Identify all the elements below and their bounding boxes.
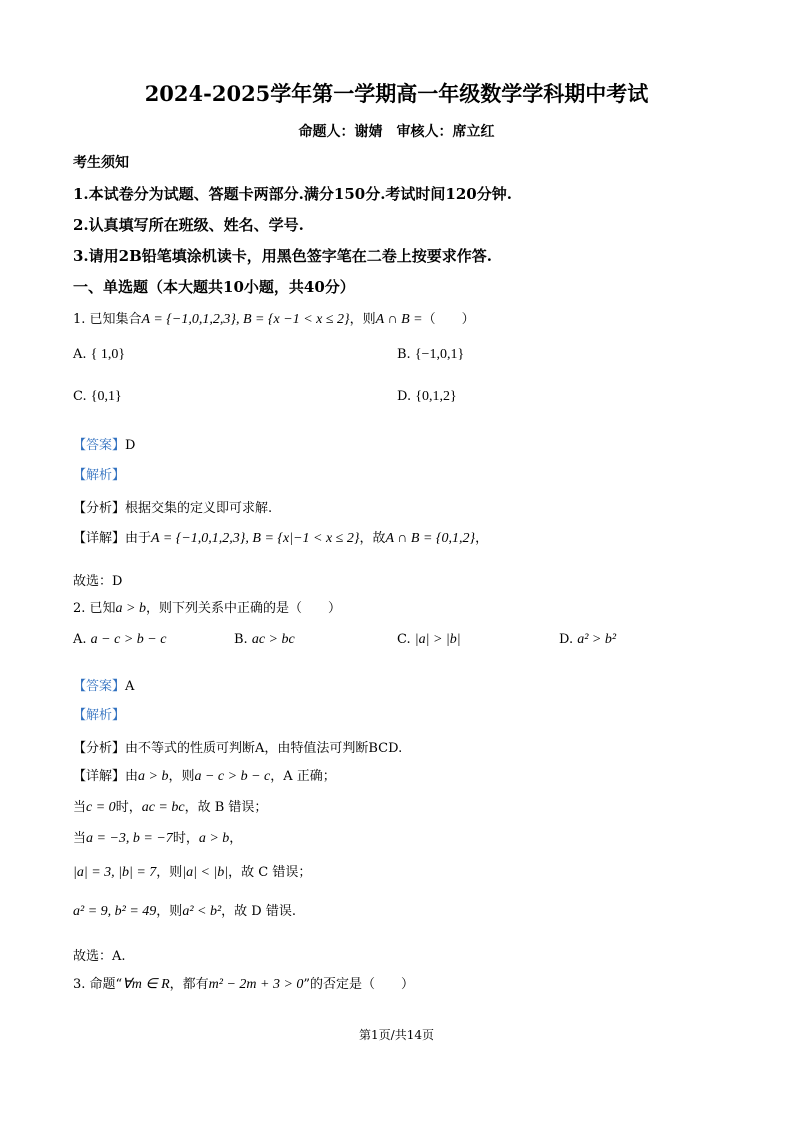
detail-text: ，故 D 错误. [221, 904, 296, 919]
detail-math: a² < b² [182, 904, 222, 919]
q2-option-d [559, 632, 616, 648]
q2-option-a [73, 632, 166, 648]
option-label: D. [397, 389, 412, 404]
detail-math: c = 0 [86, 800, 116, 815]
q2-conclusion: 故选：A. [73, 949, 126, 964]
q2-detail-line [73, 861, 311, 881]
notice-item: 1.本试卷分为试题、答题卡两部分.满分150分.考试时间120分钟. [73, 185, 512, 203]
option-label: D. [559, 632, 574, 647]
question-1-stem [73, 308, 475, 328]
notice-item: 3.请用2B铅笔填涂机读卡，用黑色签字笔在二卷上按要求作答. [73, 247, 492, 265]
section-heading: 一、单选题（本大题共10小题，共40分） [73, 278, 355, 296]
q1-answer [73, 434, 135, 453]
q2-detail-line [73, 796, 267, 816]
q1-detail [73, 527, 488, 547]
detail-text: ，则 [168, 769, 195, 784]
option-value: a − c > b − c [90, 632, 167, 647]
stem-math: A ∩ B = [375, 312, 423, 327]
option-value: {0,1,2} [415, 389, 457, 404]
notice-item: 2.认真填写所在班级、姓名、学号. [73, 216, 304, 234]
stem-text: ，则 [349, 312, 376, 327]
q2-answer [73, 675, 134, 694]
detail-text: 时， [172, 831, 199, 846]
detail-text: ，则 [156, 904, 183, 919]
stem-text: ，都有 [169, 977, 209, 992]
option-value: a² > b² [577, 632, 617, 647]
option-value: ac > bc [251, 632, 295, 647]
detail-math: A ∩ B = {0,1,2} [385, 531, 476, 546]
detail-text: ，A 正确； [270, 769, 336, 784]
q1-jiexi-tag: 【解析】 [73, 468, 126, 483]
option-label: B. [397, 347, 411, 362]
detail-math: a − c > b − c [194, 769, 271, 784]
detail-math: A = {−1,0,1,2,3}, B = {x|−1 < x ≤ 2} [151, 531, 360, 546]
q2-detail-line [73, 900, 296, 920]
detail-text: ， [475, 531, 489, 546]
q2-option-c [397, 632, 461, 648]
option-label: C. [397, 632, 411, 647]
stem-text: 1. 已知集合 [73, 312, 142, 327]
detail-math: |a| = 3, |b| = 7 [73, 865, 157, 880]
detail-text: 【详解】由 [73, 769, 139, 784]
option-label: C. [73, 389, 87, 404]
answer-tag: 【答案】 [73, 679, 126, 694]
answer-value: A [125, 679, 135, 694]
stem-math: A = {−1,0,1,2,3}, B = {x −1 < x ≤ 2} [141, 312, 350, 327]
option-value: |a| > |b| [414, 632, 461, 647]
detail-text: ，故 B 错误； [184, 800, 268, 815]
detail-math: a > b [138, 769, 169, 784]
answer-tag: 【答案】 [73, 438, 126, 453]
detail-text: ，则 [156, 865, 183, 880]
q2-jiexi-tag: 【解析】 [73, 708, 126, 723]
option-value: {−1,0,1} [414, 347, 465, 362]
stem-text: ，则下列关系中正确的是（ ） [146, 601, 342, 616]
detail-math: ac = bc [141, 800, 185, 815]
detail-text: 时， [115, 800, 142, 815]
option-value: { 1,0} [90, 347, 126, 362]
q2-detail-line [73, 827, 242, 847]
stem-math: m² − 2m + 3 > 0 [208, 977, 304, 992]
question-3-stem [73, 973, 414, 993]
option-label: B. [234, 632, 248, 647]
detail-math: a = −3, b = −7 [86, 831, 173, 846]
stem-text: （ ） [422, 312, 475, 327]
detail-math: a² = 9, b² = 49 [73, 904, 157, 919]
stem-text: ”的否定是（ ） [303, 977, 415, 992]
stem-text: 2. 已知 [73, 601, 116, 616]
stem-text: 3. 命题“ [73, 977, 123, 992]
q2-option-b [234, 632, 295, 648]
q1-option-c [73, 389, 122, 405]
detail-text: ， [229, 831, 243, 846]
answer-value: D [125, 438, 136, 453]
detail-math: a > b [198, 831, 230, 846]
question-2-stem [73, 597, 341, 617]
q2-detail-line [73, 765, 336, 785]
q1-option-d [397, 389, 457, 405]
q1-option-b [397, 347, 464, 363]
detail-text: 当 [73, 831, 87, 846]
option-label: A. [73, 347, 87, 362]
q1-option-a [73, 347, 125, 363]
option-label: A. [73, 632, 87, 647]
page-subtitle: 命题人：谢婧 审核人：席立红 [298, 124, 495, 140]
detail-math: |a| < |b| [182, 865, 229, 880]
notice-heading: 考生须知 [73, 155, 129, 171]
option-value: {0,1} [90, 389, 122, 404]
detail-text: ，故 [359, 531, 386, 546]
detail-text: 当 [73, 800, 87, 815]
q2-analysis: 【分析】由不等式的性质可判断A，由特值法可判断BCD. [73, 741, 403, 756]
detail-text: 【详解】由于 [73, 531, 152, 546]
q1-conclusion: 故选：D [73, 574, 123, 589]
page-title: 2024-2025学年第一学期高一年级数学学科期中考试 [144, 81, 649, 106]
q1-analysis: 【分析】根据交集的定义即可求解. [73, 501, 273, 516]
stem-math: a > b [115, 601, 146, 616]
detail-text: ，故 C 错误； [228, 865, 312, 880]
stem-math: ∀m ∈ R [122, 977, 170, 992]
page-footer: 第1页/共14页 [359, 1028, 434, 1042]
